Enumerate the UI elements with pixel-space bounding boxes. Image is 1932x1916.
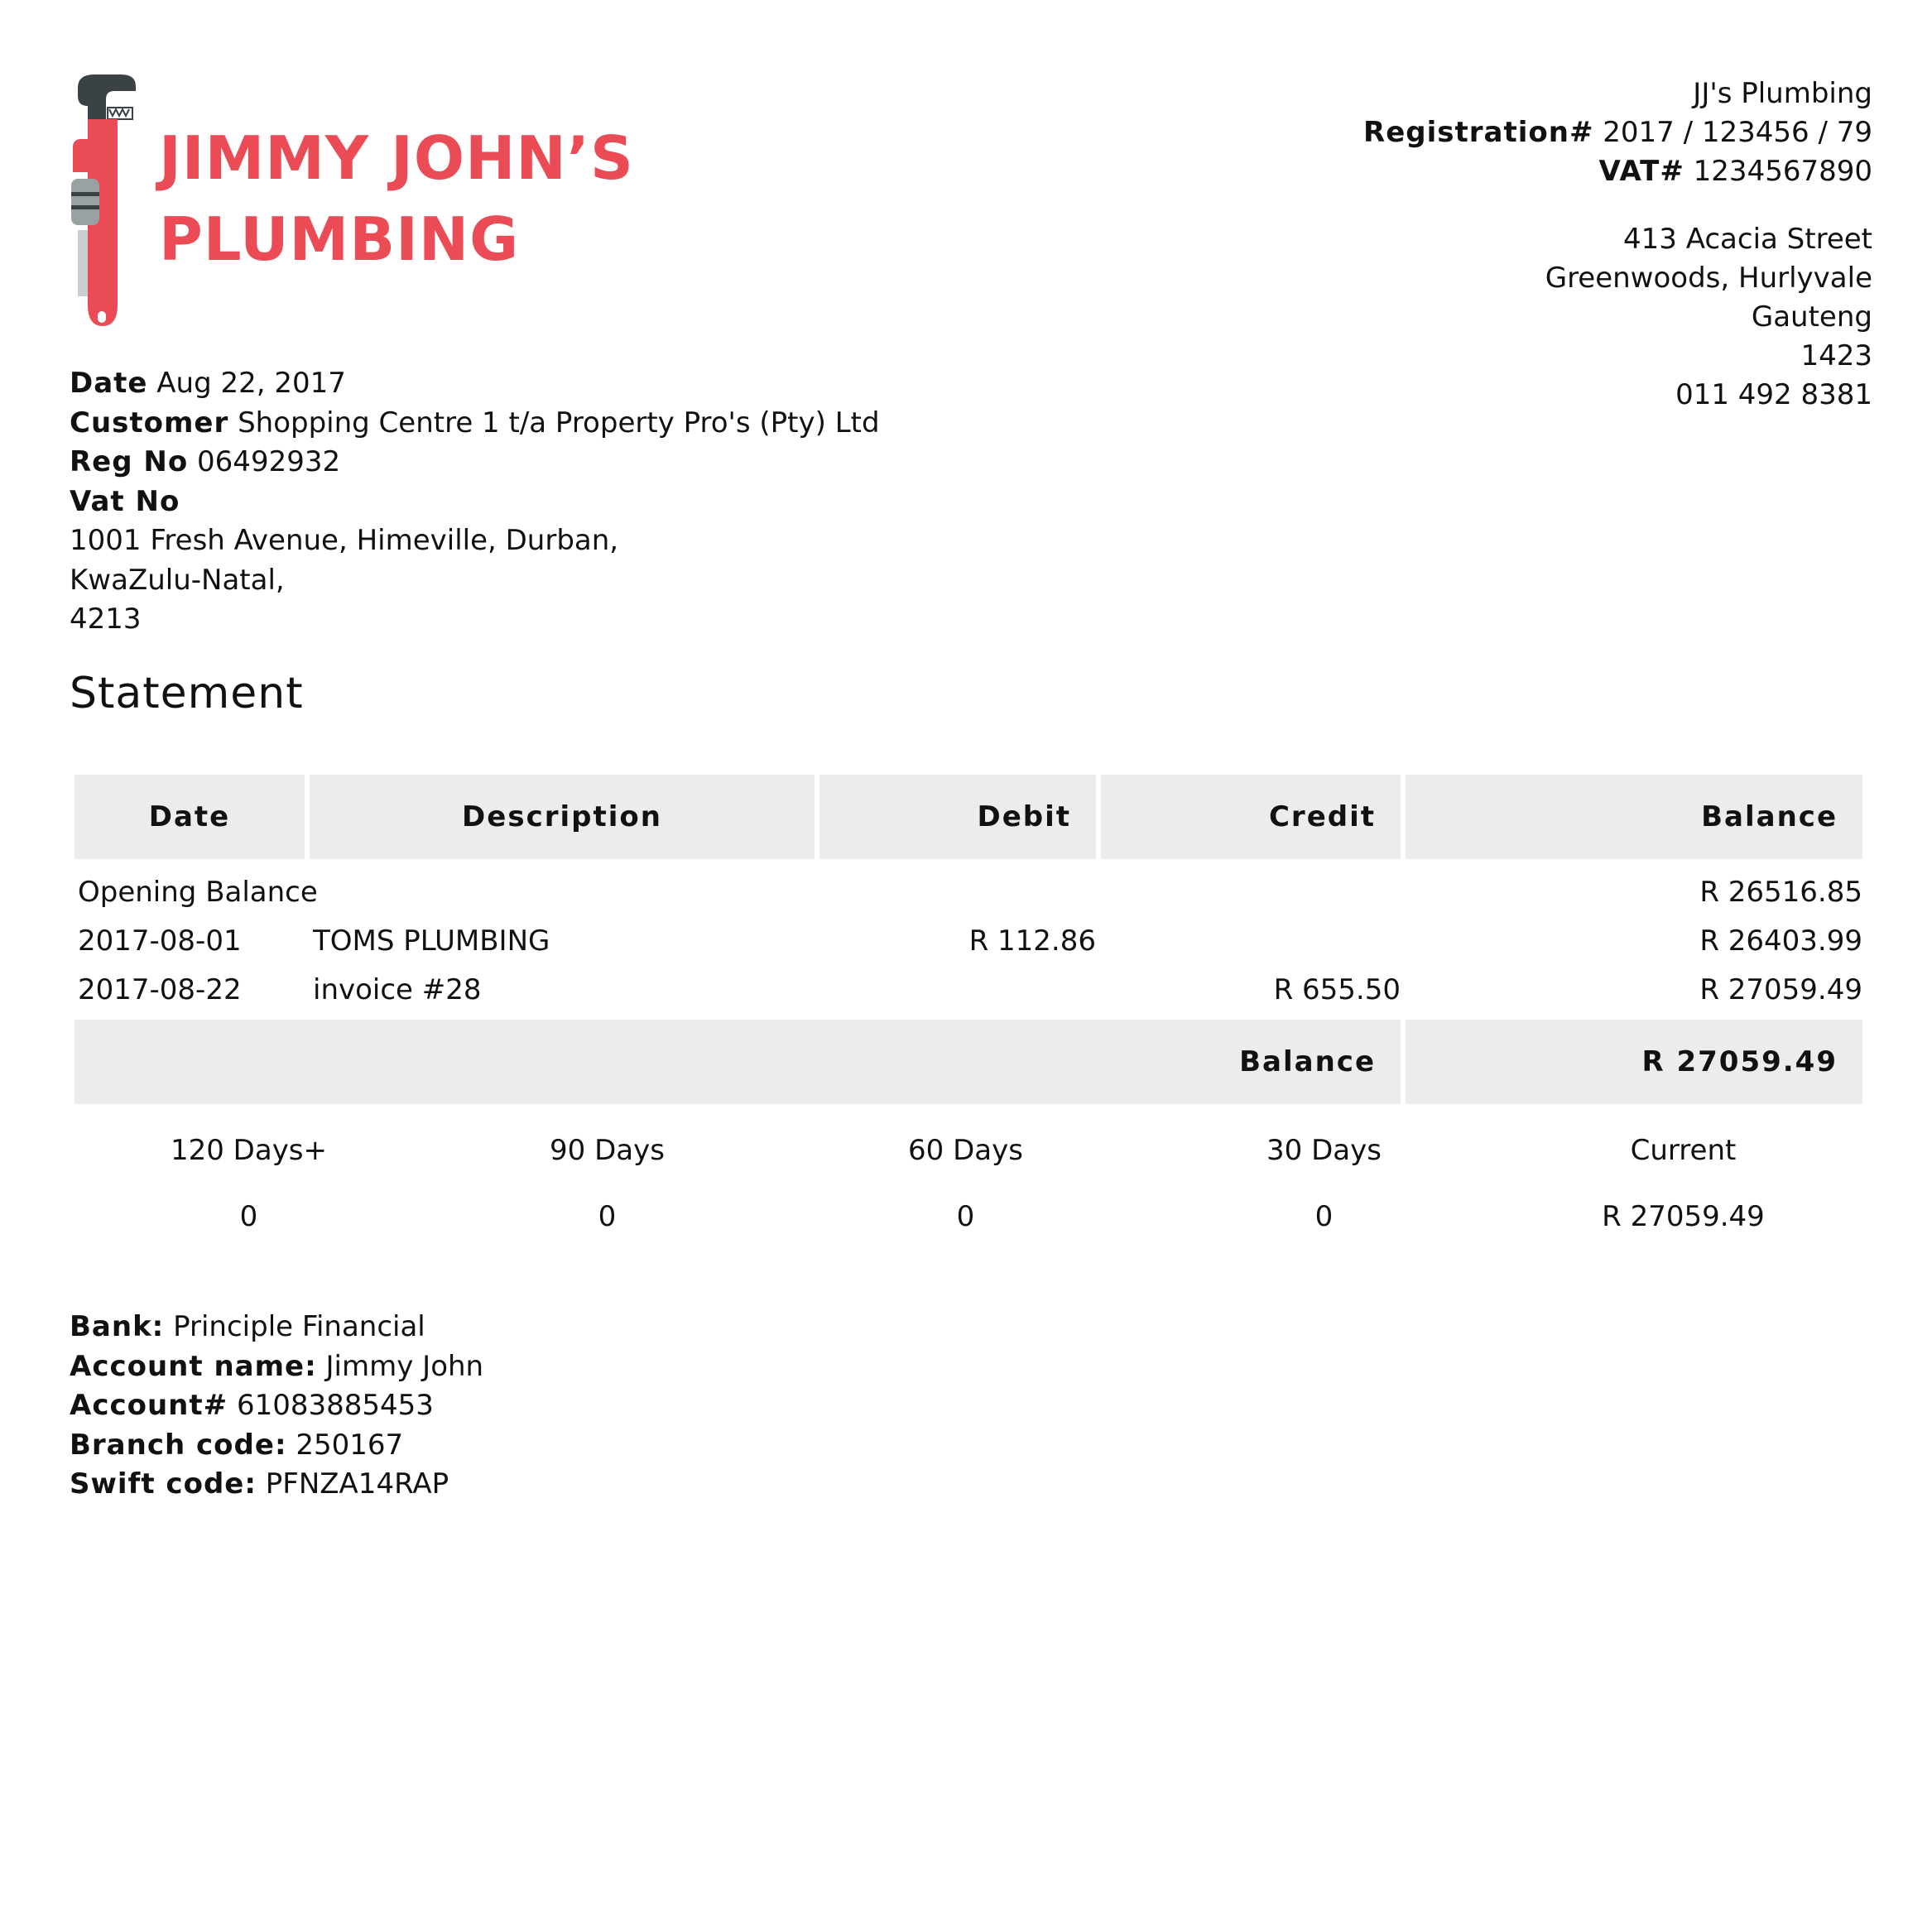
customer-address-line: KwaZulu-Natal, [70, 563, 285, 597]
customer-name [70, 404, 980, 444]
cell-credit: R 655.50 [1273, 973, 1401, 1006]
account-name [70, 1347, 483, 1387]
customer-info [70, 364, 980, 640]
swift-code-label: Swift code: [70, 1467, 257, 1501]
aging-header: 60 Days [908, 1134, 1023, 1167]
account-number-value: 61083885453 [236, 1389, 434, 1422]
column-header-balance: Balance [1406, 775, 1862, 859]
cell-description: invoice #28 [313, 973, 482, 1006]
cell-balance: R 26403.99 [1699, 924, 1862, 958]
registration-label: Registration# [1363, 116, 1594, 149]
company-address-line: Gauteng [1751, 300, 1872, 334]
vat-label: VAT# [1598, 155, 1684, 188]
cell-date: Opening Balance [78, 876, 318, 909]
aging-value: R 27059.49 [1602, 1200, 1765, 1233]
statement-date [70, 364, 980, 404]
aging-header: 30 Days [1266, 1134, 1382, 1167]
balance-total-value: R 27059.49 [1641, 1045, 1838, 1078]
swift-code [70, 1465, 483, 1505]
account-number [70, 1386, 483, 1426]
aging-header: Current [1630, 1134, 1737, 1167]
page-title: Statement [70, 669, 304, 718]
company-address-line: 413 Acacia Street [1623, 223, 1872, 256]
cell-balance: R 27059.49 [1699, 973, 1862, 1006]
column-header-description: Description [310, 775, 815, 859]
branch-code [70, 1426, 483, 1466]
account-number-label: Account# [70, 1389, 228, 1422]
column-header-credit: Credit [1101, 775, 1401, 859]
aging-header: 90 Days [550, 1134, 665, 1167]
cell-balance: R 26516.85 [1699, 876, 1862, 909]
date-value: Aug 22, 2017 [156, 367, 346, 400]
column-header-debit: Debit [819, 775, 1096, 859]
logo-line-2: PLUMBING [159, 204, 520, 274]
customer-reg [70, 443, 980, 483]
reg-label: Reg No [70, 445, 189, 478]
table-row [74, 972, 1862, 1020]
company-address-line: Greenwoods, Hurlyvale [1545, 262, 1872, 295]
account-name-value: Jimmy John [325, 1349, 484, 1383]
logo-wordmark [159, 118, 634, 280]
aging-value: 0 [239, 1200, 258, 1233]
cell-debit: R 112.86 [968, 924, 1096, 958]
company-vat [1210, 152, 1872, 191]
customer-address-line: 1001 Fresh Avenue, Himeville, Durban, [70, 524, 619, 557]
company-phone: 011 492 8381 [1675, 378, 1872, 411]
customer-value: Shopping Centre 1 t/a Property Pro's (Pty) Ltd [238, 406, 880, 439]
bank-label: Bank: [70, 1310, 165, 1343]
column-header-date: Date [74, 775, 305, 859]
customer-label: Customer [70, 406, 229, 439]
balance-total-label: Balance [1239, 1045, 1376, 1078]
balance-total-row [74, 1020, 1862, 1104]
company-info [1210, 74, 1872, 415]
registration-value: 2017 / 123456 / 79 [1603, 116, 1872, 149]
branch-code-label: Branch code: [70, 1428, 287, 1462]
swift-code-value: PFNZA14RAP [265, 1467, 449, 1501]
aging-header: 120 Days+ [170, 1134, 328, 1167]
customer-vat-label: Vat No [70, 484, 180, 518]
company-logo [66, 73, 662, 338]
aging-value: 0 [956, 1200, 975, 1233]
table-row [74, 923, 1862, 972]
company-registration [1210, 113, 1872, 152]
date-label: Date [70, 367, 148, 400]
logo-line-1: JIMMY JOHN’S [159, 123, 634, 193]
table-row [74, 874, 1862, 923]
cell-date: 2017-08-01 [78, 924, 242, 958]
cell-description: TOMS PLUMBING [313, 924, 550, 958]
aging-value: 0 [598, 1200, 617, 1233]
pipe-wrench-icon [66, 73, 141, 338]
bank-details [70, 1308, 483, 1505]
bank-name [70, 1308, 483, 1347]
vat-value: 1234567890 [1693, 155, 1872, 188]
table-body [74, 874, 1862, 1020]
customer-vat [70, 483, 980, 522]
bank-value: Principle Financial [173, 1310, 425, 1343]
company-name: JJ's Plumbing [1693, 77, 1872, 110]
reg-value: 06492932 [197, 445, 341, 478]
branch-code-value: 250167 [296, 1428, 404, 1462]
aging-value: 0 [1314, 1200, 1334, 1233]
company-address-line: 1423 [1800, 339, 1872, 372]
customer-address-line: 4213 [70, 603, 142, 636]
account-name-label: Account name: [70, 1349, 317, 1383]
cell-date: 2017-08-22 [78, 973, 242, 1006]
